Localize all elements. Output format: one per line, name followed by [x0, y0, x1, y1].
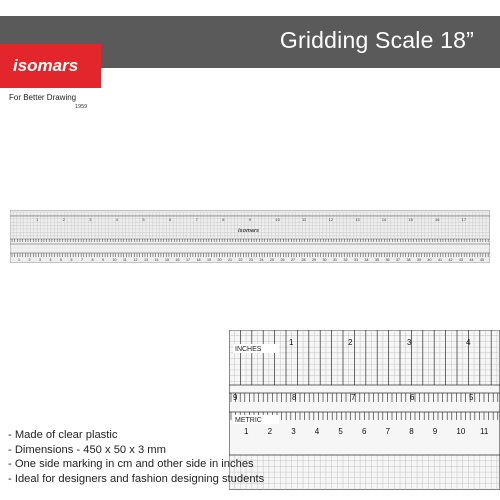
ruler-inch-number: 12 — [328, 217, 334, 222]
ruler-cm-number: 36 — [385, 258, 390, 262]
ruler-inch-number: 14 — [381, 217, 387, 222]
ruler-cm-number: 11 — [123, 258, 127, 262]
ruler-cm-number: 13 — [144, 258, 148, 262]
ruler-cm-number: 5 — [60, 258, 62, 262]
ruler-inch-number: 8 — [222, 217, 225, 222]
ruler-cm-number: 9 — [102, 258, 104, 262]
closeup-mid-number: 6 — [410, 393, 415, 402]
ruler-inch-number: 4 — [115, 217, 119, 222]
closeup-cm-number: 11 — [480, 427, 489, 436]
ruler-cm-number: 37 — [396, 258, 400, 262]
closeup-cm-number: 1 — [244, 427, 249, 436]
page-title: Gridding Scale 18” — [279, 27, 474, 53]
ruler-cm-number: 38 — [406, 258, 411, 262]
closeup-inch-number: 3 — [407, 338, 412, 347]
ruler-inch-number: 15 — [408, 217, 413, 222]
ruler-cm-number: 3 — [39, 258, 41, 262]
ruler-inch-number: 5 — [142, 217, 145, 222]
ruler-inch-number: 17 — [461, 217, 467, 222]
ruler-cm-number: 6 — [70, 258, 73, 262]
ruler-cm-number: 44 — [469, 258, 474, 262]
ruler-cm-number: 12 — [133, 258, 138, 262]
ruler-cm-number: 39 — [417, 258, 421, 262]
feature-item: - Dimensions - 450 x 50 x 3 mm — [8, 443, 264, 458]
feature-item: - One side marking in cm and other side in inches — [8, 457, 264, 472]
ruler-cm-number: 2 — [28, 258, 31, 262]
ruler-cm-number: 28 — [301, 258, 306, 262]
closeup-cm-number: 3 — [291, 427, 296, 436]
ruler-inch-number: 6 — [169, 217, 172, 222]
ruler-cm-number: 26 — [280, 258, 285, 262]
closeup-inch-number: 1 — [289, 338, 294, 347]
ruler-cm-number: 27 — [291, 258, 295, 262]
ruler-cm-number: 33 — [354, 258, 358, 262]
feature-list — [8, 428, 264, 486]
ruler-cm-number: 32 — [343, 258, 348, 262]
ruler-cm-number: 22 — [238, 258, 243, 262]
ruler-inch-number: 13 — [355, 217, 360, 222]
closeup-mid-number: 9 — [233, 393, 238, 402]
ruler-cm-number: 14 — [154, 258, 159, 262]
brand-tagline: For Better Drawing — [9, 93, 77, 102]
ruler-cm-number: 45 — [480, 258, 484, 262]
ruler-cm-number: 23 — [249, 258, 253, 262]
ruler-cm-number: 19 — [207, 258, 211, 262]
ruler-cm-number: 17 — [186, 258, 190, 262]
ruler-cm-number: 31 — [333, 258, 337, 262]
ruler-cm-number: 7 — [81, 258, 83, 262]
brand-year: 1959 — [75, 104, 88, 110]
ruler-cm-number: 21 — [228, 258, 232, 262]
closeup-mid-number: 8 — [292, 393, 297, 402]
inches-label: INCHES — [235, 346, 262, 353]
ruler-cm-number: 16 — [175, 258, 180, 262]
logo-text: isomars — [13, 56, 79, 75]
feature-item: - Ideal for designers and fashion designing students — [8, 472, 264, 487]
closeup-cm-number: 4 — [314, 427, 320, 436]
closeup-cm-number: 5 — [338, 427, 343, 436]
ruler-cm-number: 29 — [312, 258, 316, 262]
ruler-inch-number: 1 — [36, 217, 39, 222]
closeup-cm-number: 8 — [409, 427, 414, 436]
closeup-cm-number: 10 — [456, 427, 466, 436]
ruler-inch-number: 3 — [89, 217, 92, 222]
ruler-cm-number: 35 — [375, 258, 379, 262]
closeup-cm-number: 9 — [432, 427, 438, 436]
feature-item: - Made of clear plastic — [8, 428, 264, 443]
ruler-inch-number: 7 — [195, 217, 198, 222]
ruler-cm-number: 20 — [217, 258, 222, 262]
ruler-brand-mark: isomars — [238, 228, 260, 234]
ruler-cm-number: 40 — [427, 258, 432, 262]
closeup-cm-number: 2 — [267, 427, 273, 436]
ruler-inch-number: 2 — [62, 217, 65, 222]
ruler-cm-number: 24 — [259, 258, 264, 262]
ruler-inch-number: 10 — [275, 217, 280, 222]
ruler-cm-number: 8 — [91, 258, 94, 262]
metric-label: METRIC — [235, 417, 262, 424]
ruler-inch-number: 11 — [302, 217, 307, 222]
ruler-cm-number: 30 — [322, 258, 327, 262]
ruler-cm-number: 43 — [459, 258, 463, 262]
ruler-cm-number: 18 — [196, 258, 201, 262]
ruler-cm-number: 4 — [49, 258, 52, 262]
ruler-closeup-image — [229, 330, 500, 490]
ruler-cm-number: 1 — [18, 258, 20, 262]
closeup-inch-number: 2 — [348, 338, 353, 347]
closeup-cm-number: 7 — [385, 427, 391, 436]
closeup-cm-number: 6 — [362, 427, 367, 436]
ruler-cm-number: 25 — [270, 258, 274, 262]
ruler-cm-number: 42 — [448, 258, 453, 262]
gridding-ruler-image — [10, 210, 490, 263]
closeup-inch-number: 4 — [466, 338, 471, 347]
ruler-cm-number: 10 — [112, 258, 117, 262]
ruler-cm-number: 34 — [364, 258, 369, 262]
ruler-cm-number: 15 — [165, 258, 169, 262]
closeup-mid-number: 5 — [469, 393, 474, 402]
ruler-cm-number: 41 — [438, 258, 442, 262]
ruler-inch-number: 16 — [435, 217, 440, 222]
closeup-mid-number: 7 — [351, 393, 356, 402]
ruler-inch-number: 9 — [248, 217, 252, 222]
